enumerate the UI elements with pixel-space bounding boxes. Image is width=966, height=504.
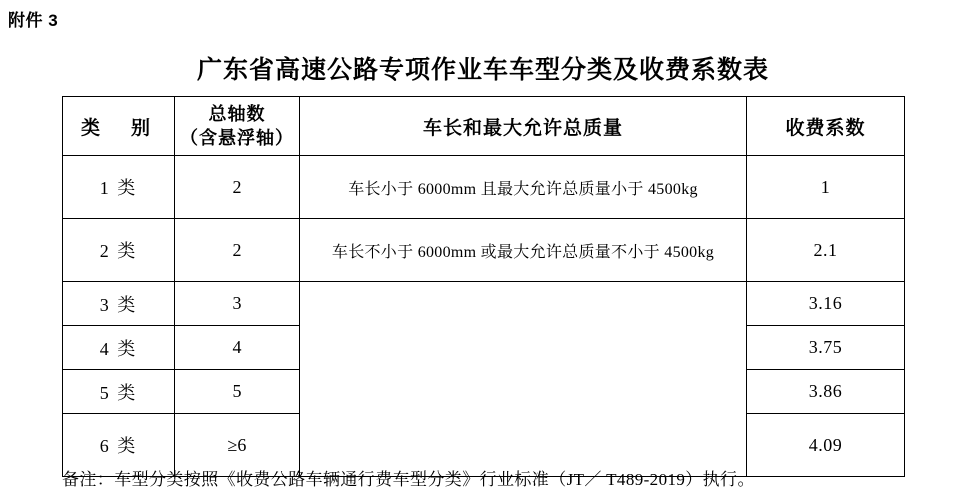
row-description: 车长小于 6000mm 且最大允许总质量小于 4500kg: [300, 156, 747, 219]
row-axles: 2: [175, 156, 300, 219]
row-coefficient: 2.1: [747, 219, 905, 282]
header-description: 车长和最大允许总质量: [300, 97, 747, 156]
header-axles-line1: 总轴数: [208, 103, 266, 124]
row-axles: 4: [175, 326, 300, 370]
row-category: 5 类: [63, 370, 175, 414]
row-category: 1 类: [63, 156, 175, 219]
page-title: 广东省高速公路专项作业车车型分类及收费系数表: [196, 57, 769, 84]
row-category: 6 类: [63, 414, 175, 477]
row-description-merged: [300, 282, 747, 477]
row-axles: 2: [175, 219, 300, 282]
header-axles-line2: （含悬浮轴）: [180, 128, 294, 148]
row-category: 3 类: [63, 282, 175, 326]
row-coefficient: 1: [747, 156, 905, 219]
row-coefficient: 3.16: [747, 282, 905, 326]
row-category: 2 类: [63, 219, 175, 282]
header-category-label: 类 别: [80, 117, 156, 139]
row-axles: ≥6: [175, 414, 300, 477]
table-row: [63, 219, 905, 282]
attachment-label: 附件 3: [8, 11, 59, 30]
vehicle-class-table: [62, 96, 905, 477]
table-note: 备注：车型分类按照《收费公路车辆通行费车型分类》行业标准（JT／ T489-2019）执行。: [62, 470, 755, 489]
table-row: [63, 282, 905, 326]
row-description: 车长不小于 6000mm 或最大允许总质量不小于 4500kg: [300, 219, 747, 282]
header-coefficient: 收费系数: [747, 97, 905, 156]
table-header-row: [63, 97, 905, 156]
row-axles: 5: [175, 370, 300, 414]
row-category: 4 类: [63, 326, 175, 370]
table-row: [63, 156, 905, 219]
row-coefficient: 3.86: [747, 370, 905, 414]
header-category: [63, 97, 175, 156]
row-coefficient: 4.09: [747, 414, 905, 477]
row-coefficient: 3.75: [747, 326, 905, 370]
row-axles: 3: [175, 282, 300, 326]
header-axles: [175, 97, 300, 156]
